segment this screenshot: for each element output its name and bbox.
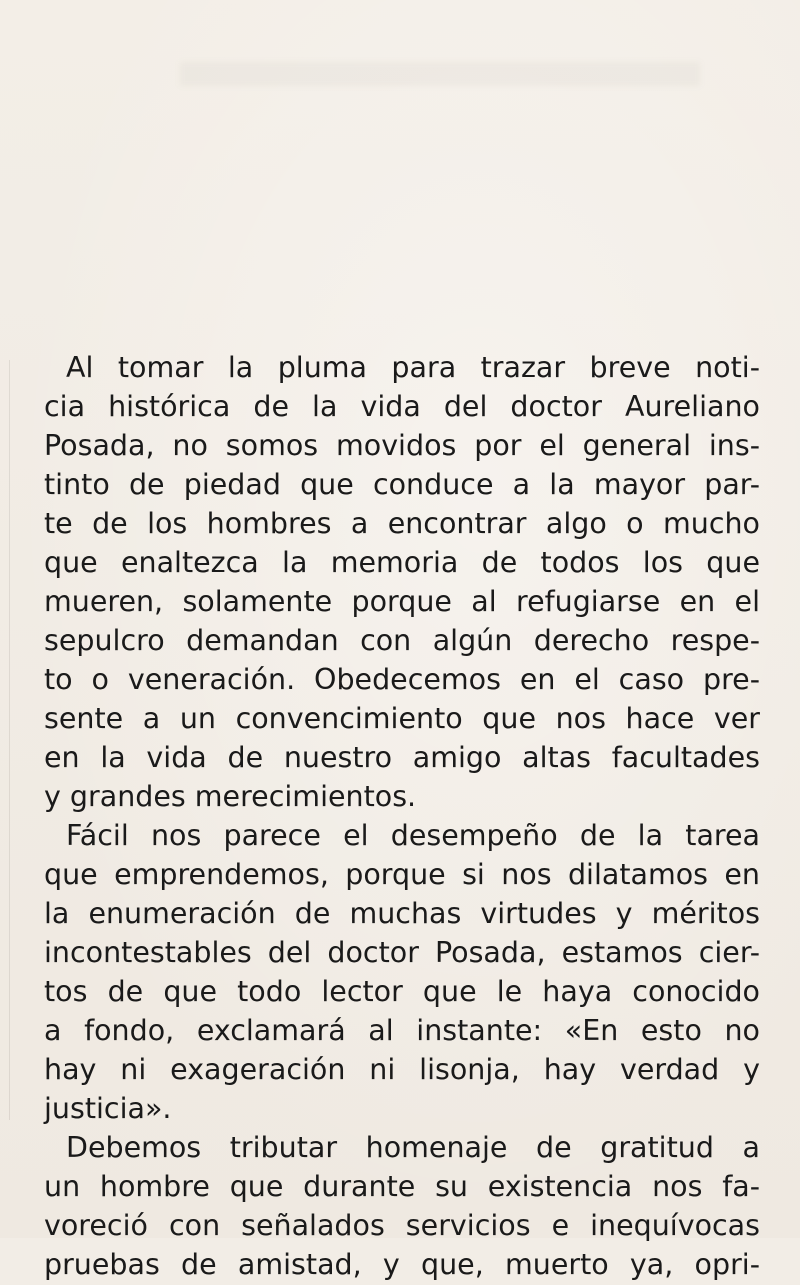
- text-line: Al tomar la pluma para trazar breve noti-: [66, 351, 760, 384]
- show-through-shadow: [180, 62, 700, 86]
- text-line: a fondo, exclamará al instante: «En esto no: [44, 1014, 760, 1047]
- text-line: pruebas de amistad, y que, muerto ya, opri-: [44, 1248, 760, 1281]
- text-line: Fácil nos parece el desempeño de la tarea: [66, 819, 760, 852]
- text-line: voreció con señalados servicios e inequívocas: [44, 1209, 760, 1242]
- text-line: Debemos tributar homenaje de gratitud a: [66, 1131, 760, 1164]
- page-edge-line: [9, 360, 10, 1120]
- text-line: sepulcro demandan con algún derecho respe-: [44, 624, 760, 657]
- text-line: sente a un convencimiento que nos hace ver: [44, 702, 760, 735]
- text-line: hay ni exageración ni lisonja, hay verdad y: [44, 1053, 760, 1086]
- text-line: un hombre que durante su existencia nos fa-: [44, 1170, 760, 1203]
- text-line: tinto de piedad que conduce a la mayor par-: [44, 468, 760, 501]
- text-line: cia histórica de la vida del doctor Aureliano: [44, 390, 760, 423]
- text-line: tos de que todo lector que le haya conocido: [44, 975, 760, 1008]
- text-line: la enumeración de muchas virtudes y méritos: [44, 897, 760, 930]
- text-line: justicia».: [44, 1092, 172, 1125]
- text-line: en la vida de nuestro amigo altas facultades: [44, 741, 760, 774]
- text-line: incontestables del doctor Posada, estamos cier-: [44, 936, 760, 969]
- text-line: que emprendemos, porque si nos dilatamos en: [44, 858, 760, 891]
- text-line: Posada, no somos movidos por el general ins-: [44, 429, 760, 462]
- text-line: to o veneración. Obedecemos en el caso pre-: [44, 663, 760, 696]
- text-line: mueren, solamente porque al refugiarse en el: [44, 585, 760, 618]
- text-line: te de los hombres a encontrar algo o mucho: [44, 507, 760, 540]
- text-line: y grandes merecimientos.: [44, 780, 417, 813]
- text-line: que enaltezca la memoria de todos los que: [44, 546, 760, 579]
